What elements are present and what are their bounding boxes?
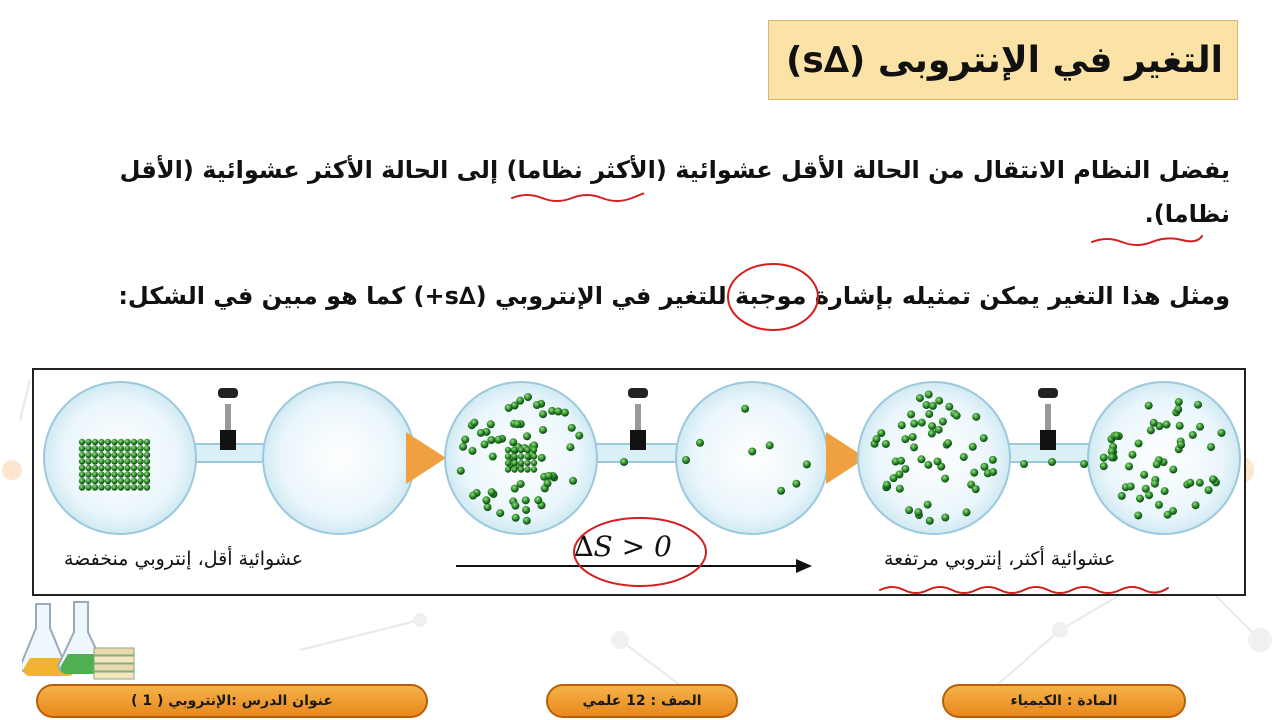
particle [105,484,111,490]
particle [1135,439,1143,447]
particle [531,447,537,453]
particle [1153,460,1161,468]
particle [511,466,517,472]
particle [105,452,111,458]
particle [118,465,124,471]
particle [524,466,530,472]
subject-text: المادة : الكيمياء [1010,693,1118,709]
particle [575,432,583,440]
particle [459,443,467,451]
particle [883,481,891,489]
particle [1125,462,1133,470]
particle [877,429,885,437]
particle [962,508,970,516]
particle [124,478,130,484]
particle [898,421,906,429]
particle [98,478,104,484]
particle [945,403,953,411]
particle [741,405,749,413]
particle [517,480,525,488]
particle [538,454,546,462]
particle [905,506,913,514]
particle [505,404,513,412]
particle [953,412,961,420]
particle [518,466,524,472]
particle [766,441,774,449]
particle [98,471,104,477]
particle [79,478,85,484]
page-title: التغير في الإنتروبى (∆s) [785,39,1223,81]
particle [124,471,130,477]
particle [531,453,537,459]
title-banner [768,20,1238,100]
particle [1145,491,1153,499]
particle [895,470,903,478]
particle [79,458,85,464]
particle [1118,492,1126,500]
particle [561,409,569,417]
particle [901,465,909,473]
particle [1145,402,1153,410]
particle [461,436,469,444]
particle [544,479,552,487]
particle [935,397,943,405]
particle [469,492,477,500]
particle [941,513,949,521]
particle [523,432,531,440]
particle [85,478,91,484]
particle [511,502,519,510]
particle [907,410,915,418]
particle [534,496,542,504]
label-low-entropy: عشوائية أقل، إنتروبي منخفضة [64,548,304,570]
particle [882,440,890,448]
particle [137,445,143,451]
particle [505,466,511,472]
particle [518,460,524,466]
particle [85,452,91,458]
particle [505,453,511,459]
particle [131,445,137,451]
particle [137,471,143,477]
stage-transition [445,382,828,534]
particle [989,456,997,464]
particle [98,484,104,490]
particle [568,424,576,432]
particle [137,484,143,490]
particle [111,478,117,484]
particle [118,484,124,490]
particle [511,453,517,459]
particle [144,452,150,458]
particle [910,443,918,451]
particle [1196,423,1204,431]
particle [935,426,943,434]
particle [494,436,502,444]
particle [1151,480,1159,488]
particle [124,465,130,471]
particle [1100,462,1108,470]
entropy-figure [32,368,1246,596]
paragraph-positive-sign: ومثل هذا التغير يمكن تمثيله بإشارة موجبة للتغير في الإنتروبي (∆s+) كما هو مبين في الشكل: [118,282,1230,310]
particle [92,458,98,464]
particle [554,407,562,415]
particle [79,484,85,490]
valve-2 [628,388,648,450]
particle [85,439,91,445]
particle [1020,460,1028,468]
particle [909,433,917,441]
particle [98,439,104,445]
label-high-entropy: عشوائية أكثر، إنتروبي مرتفعة [884,548,1116,570]
particle [131,439,137,445]
particle [111,471,117,477]
particle [477,429,485,437]
particle [457,467,465,475]
particle [969,443,977,451]
particle [566,443,574,451]
particle [944,439,952,447]
particle [1169,466,1177,474]
particle [1128,451,1136,459]
particle [131,465,137,471]
particle [1189,431,1197,439]
particle [1134,511,1142,519]
particle [111,458,117,464]
particle [1196,479,1204,487]
particle [92,439,98,445]
particle [118,439,124,445]
particle [111,445,117,451]
particle [85,471,91,477]
particle [98,465,104,471]
particle [513,420,521,428]
particle [1218,429,1226,437]
particle [803,460,811,468]
particle [85,465,91,471]
particle [524,453,530,459]
particle [484,503,492,511]
particle [124,439,130,445]
particle [92,471,98,477]
particle [111,439,117,445]
particle [777,487,785,495]
particle [131,484,137,490]
particle [569,477,577,485]
particle [482,496,490,504]
particle [144,445,150,451]
particle [916,394,924,402]
particle [1136,495,1144,503]
particle [1164,511,1172,519]
lesson-title-pill [36,684,428,718]
particle [489,453,497,461]
particle [92,484,98,490]
particle [511,460,517,466]
particle [970,469,978,477]
particle [118,471,124,477]
particle [1163,421,1171,429]
particle [511,447,517,453]
particle [79,465,85,471]
particle [896,485,904,493]
particle [111,484,117,490]
particle [524,447,530,453]
particle [488,488,496,496]
particle [1147,426,1155,434]
particle [972,413,980,421]
particle [1155,501,1163,509]
particle [1174,405,1182,413]
particle [1108,453,1116,461]
particle [131,452,137,458]
particle [924,461,932,469]
particle [929,402,937,410]
particle [1100,454,1108,462]
particle [137,452,143,458]
particle [105,471,111,477]
particle [118,445,124,451]
particle [696,439,704,447]
particle [524,393,532,401]
particle [509,438,517,446]
particle [92,465,98,471]
particle [98,458,104,464]
particle [137,478,143,484]
particle [926,517,934,525]
particle [516,397,524,405]
particle [1205,486,1213,494]
particle [924,501,932,509]
particle [1194,401,1202,409]
particle [918,419,926,427]
particle [1150,419,1158,427]
particle [523,517,531,525]
particle [620,458,628,466]
particle [1161,487,1169,495]
paragraph-preference: يفضل النظام الانتقال من الحالة الأقل عشوائية (الأكثر نظاما) إلى الحالة الأكثر عشوائية (الأقل نظاما). [119,156,1230,228]
particle [131,471,137,477]
particle [531,460,537,466]
valve-1 [218,388,238,450]
particle [897,457,905,465]
particle [144,465,150,471]
particle [1209,475,1217,483]
particle [85,445,91,451]
particle [980,434,988,442]
particle [144,471,150,477]
particle [522,496,530,504]
particle [85,458,91,464]
valve-3 [1038,388,1058,450]
particle [124,452,130,458]
particle [144,458,150,464]
particle [118,458,124,464]
particle [79,471,85,477]
particle [518,447,524,453]
particle [124,484,130,490]
particle [481,440,489,448]
particle [1048,458,1056,466]
particle [518,453,524,459]
delta-s-label: ∆S > 0 [574,530,672,563]
particle [1176,422,1184,430]
particle [144,439,150,445]
particle [105,439,111,445]
particle [524,460,530,466]
particle [85,484,91,490]
subject-pill [942,684,1186,718]
particle [910,420,918,428]
particle [468,447,476,455]
particle [105,478,111,484]
underline-less-ordered [1092,236,1202,245]
grade-text: الصف : 12 علمي [582,693,702,709]
particle [939,418,947,426]
transition-arrow-1 [406,432,446,484]
particle [137,458,143,464]
particle [1186,479,1194,487]
particle [1177,441,1185,449]
particle [1192,501,1200,509]
particle [111,465,117,471]
particle [522,506,530,514]
grade-pill [546,684,738,718]
particle [131,478,137,484]
particle [1113,432,1121,440]
particle [105,465,111,471]
particle [487,420,495,428]
particle [92,452,98,458]
particle [487,436,495,444]
particle [124,458,130,464]
particle [105,458,111,464]
particle [989,468,997,476]
particle [79,445,85,451]
particle [925,410,933,418]
particle [111,452,117,458]
particle [92,445,98,451]
particle [137,439,143,445]
particle [792,480,800,488]
particle [545,472,553,480]
particle [1140,471,1148,479]
particle [1175,398,1183,406]
particle [118,478,124,484]
particle [1207,443,1215,451]
particle [79,452,85,458]
particle [131,458,137,464]
particle [496,509,504,517]
particle [682,456,690,464]
particle [505,460,511,466]
particle [933,457,941,465]
particle [137,465,143,471]
particle [539,426,547,434]
lab-flasks-icon [22,598,140,684]
particle [1080,460,1088,468]
particle [98,452,104,458]
particle [79,439,85,445]
particle [470,419,478,427]
stage-low-entropy [44,382,415,534]
particle [748,448,756,456]
particle [533,401,541,409]
particle [914,508,922,516]
lesson-title-text: عنوان الدرس :الإنتروبي ( 1 ) [131,693,333,709]
particle [917,455,925,463]
particle [539,410,547,418]
particle [901,435,909,443]
particle [925,390,933,398]
particle [144,484,150,490]
particle [928,430,936,438]
particle [1127,482,1135,490]
particle [105,445,111,451]
particle [531,466,537,472]
particle [118,452,124,458]
particle [124,445,130,451]
particle [98,445,104,451]
particle [144,478,150,484]
particle [972,485,980,493]
particle [512,514,520,522]
particle [92,478,98,484]
particle [505,447,511,453]
stage-high-entropy [858,382,1240,534]
particle [941,475,949,483]
particle [960,453,968,461]
